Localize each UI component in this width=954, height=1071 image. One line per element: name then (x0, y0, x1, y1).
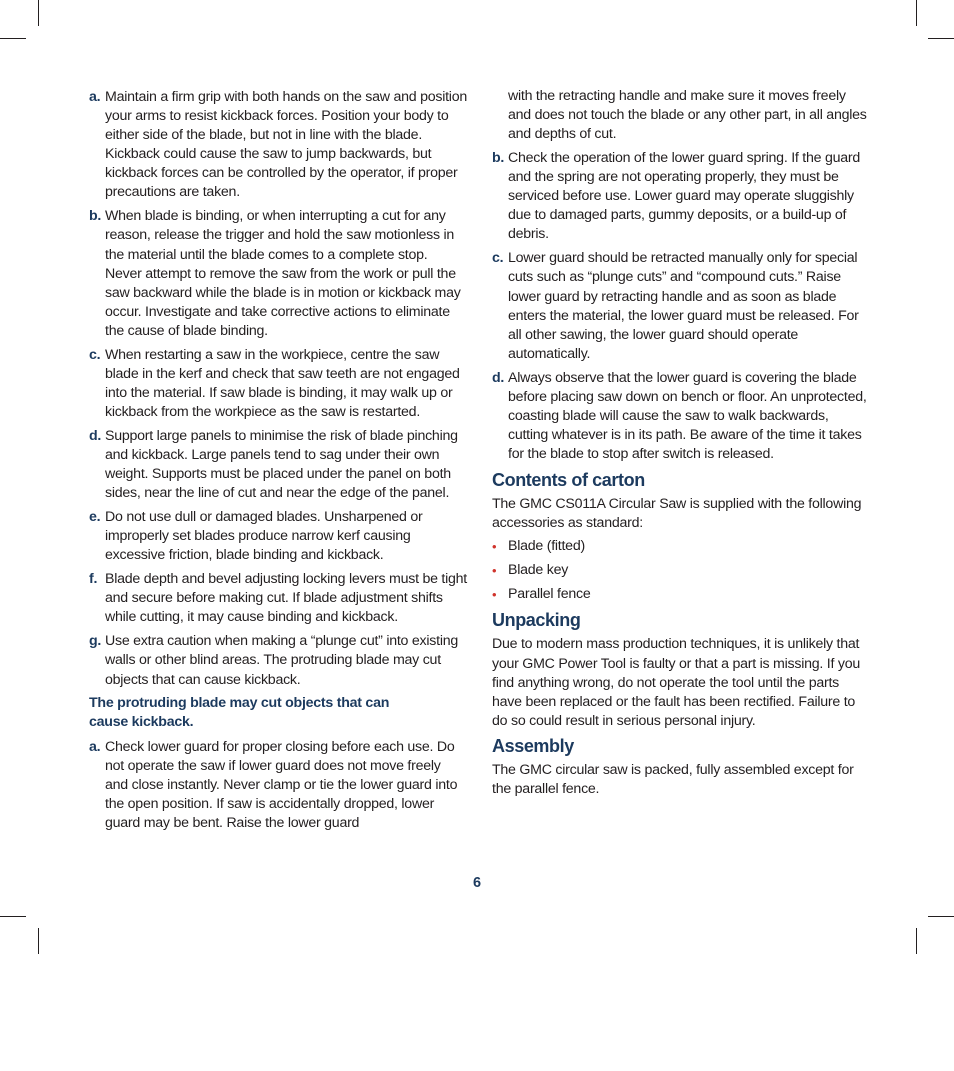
list-item (89, 207, 467, 341)
assembly-heading: Assembly (492, 735, 574, 756)
bullet-icon: • (492, 539, 497, 555)
item-letter: d. (492, 369, 505, 386)
list-item (89, 346, 467, 422)
assembly-text: The GMC circular saw is packed, fully assembled except for the parallel fence. (492, 761, 854, 797)
item-text: When blade is binding, or when interrupting a cut for any reason, release the trigger and hold the saw motionless in the material until the blade comes to a complete stop. Never attempt to remove the saw from the work or pull the saw backward while the blade is in motion or kickback may occur. Investigate and take corrective actions to eliminate the cause of blade binding. (105, 208, 461, 339)
list-item (492, 537, 872, 556)
item-letter: b. (89, 208, 102, 225)
item-letter: c. (492, 250, 504, 267)
bullet-icon: • (492, 563, 497, 579)
crop-mark-bottom-right-vertical (916, 928, 917, 954)
contents-heading: Contents of carton (492, 469, 645, 490)
list-item (492, 249, 872, 364)
bullet-icon: • (492, 587, 497, 603)
item-letter: d. (89, 427, 102, 444)
list-item (89, 632, 467, 689)
item-text: Blade depth and bevel adjusting locking levers must be tight and secure before making cut. If blade adjustment shifts while cutting, it may cause binding and kickback. (105, 571, 467, 626)
contents-intro: The GMC CS011A Circular Saw is supplied with the following accessories as standard: (492, 495, 862, 532)
right-column (492, 87, 872, 803)
list-item (492, 369, 872, 464)
crop-mark-top-left-vertical (38, 0, 39, 26)
crop-mark-top-right-horizontal (928, 38, 954, 39)
item-text: Support large panels to minimise the risk of blade pinching and kickback. Large panels tend to sag under their own weight. Supports must be placed under the panel on both sides, near the line of cut and near the edge of the panel. (105, 427, 458, 502)
item-letter: a. (89, 89, 101, 105)
crop-mark-bottom-left-horizontal (0, 916, 26, 917)
crop-mark-bottom-right-horizontal (928, 916, 954, 917)
item-text: Maintain a firm grip with both hands on the saw and position your arms to resist kickback forces. Position your body to either side of the blade, but not in line with the blade. Kickback could cause the saw to jump backwards, but kickback forces can be controlled by the operator, if proper precautions are taken. (105, 89, 467, 201)
item-letter: b. (492, 150, 505, 167)
item-letter: e. (89, 509, 101, 526)
section-subheading: The protruding blade may cut objects that can cause kickback. (89, 695, 390, 731)
bullet-text: Blade (fitted) (508, 538, 585, 555)
item-text: Always observe that the lower guard is covering the blade before placing saw down on bench or floor. An unprotected, coasting blade will cause the saw to walk backwards, cutting whatever is in its path. Be aware of the time it takes for the blade to stop after switch is released. (508, 369, 867, 463)
list-item (89, 570, 467, 627)
item-letter: a. (89, 738, 101, 755)
list-item (89, 738, 467, 833)
unpacking-heading: Unpacking (492, 610, 581, 631)
crop-mark-bottom-left-vertical (38, 928, 39, 954)
crop-mark-top-left-horizontal (0, 38, 26, 39)
item-letter: g. (89, 633, 102, 650)
contents-list (492, 537, 872, 604)
list-item (492, 585, 872, 604)
unpacking-text: Due to modern mass production techniques, it is unlikely that your GMC Power Tool is faulty or that a part is missing. If you find anything wrong, do not operate the tool until the parts have been replaced or the fault has been rectified. Failure to do so could result in serious personal injury. (492, 636, 860, 729)
crop-mark-top-right-vertical (916, 0, 917, 26)
continued-text: with the retracting handle and make sure it moves freely and does not touch the blade or any other part, in all angles and depths of cut. (508, 88, 867, 143)
list-item (89, 508, 467, 565)
list-item (492, 149, 872, 244)
list-item (89, 427, 467, 503)
item-text: Use extra caution when making a “plunge cut” into existing walls or other blind areas. The protruding blade may cut objects that can cause kickback. (105, 633, 458, 688)
item-text: Lower guard should be retracted manually only for special cuts such as “plunge cuts” and “compound cuts.” Raise lower guard by retracting handle and as soon as blade enters the material, the lower guard must be released. For all other sawing, the lower guard should operate automatically. (508, 250, 859, 362)
page-number: 6 (472, 875, 482, 891)
item-letter: c. (89, 346, 101, 363)
left-column (89, 88, 467, 838)
item-text: Check lower guard for proper closing before each use. Do not operate the saw if lower guard does not move freely and close instantly. Never clamp or tie the lower guard into the open position. If saw is accidentally dropped, lower guard may be bent. Raise the lower guard (105, 738, 458, 831)
list-item (89, 88, 467, 203)
item-text: Check the operation of the lower guard spring. If the guard and the spring are not operating properly, they must be serviced before use. Lower guard may operate sluggishly due to damaged parts, gummy deposits, or a build-up of debris. (508, 150, 860, 243)
item-text: Do not use dull or damaged blades. Unsharpened or improperly set blades produce narrow kerf causing excessive friction, blade binding and kickback. (105, 509, 423, 564)
bullet-text: Blade key (508, 562, 569, 579)
item-letter: f. (89, 571, 98, 588)
item-text: When restarting a saw in the workpiece, centre the saw blade in the kerf and check that saw teeth are not engaged into the material. If saw blade is binding, it may walk up or kickback from the workpiece as the saw is restarted. (105, 346, 460, 421)
bullet-text: Parallel fence (508, 586, 591, 603)
list-item (492, 561, 872, 580)
